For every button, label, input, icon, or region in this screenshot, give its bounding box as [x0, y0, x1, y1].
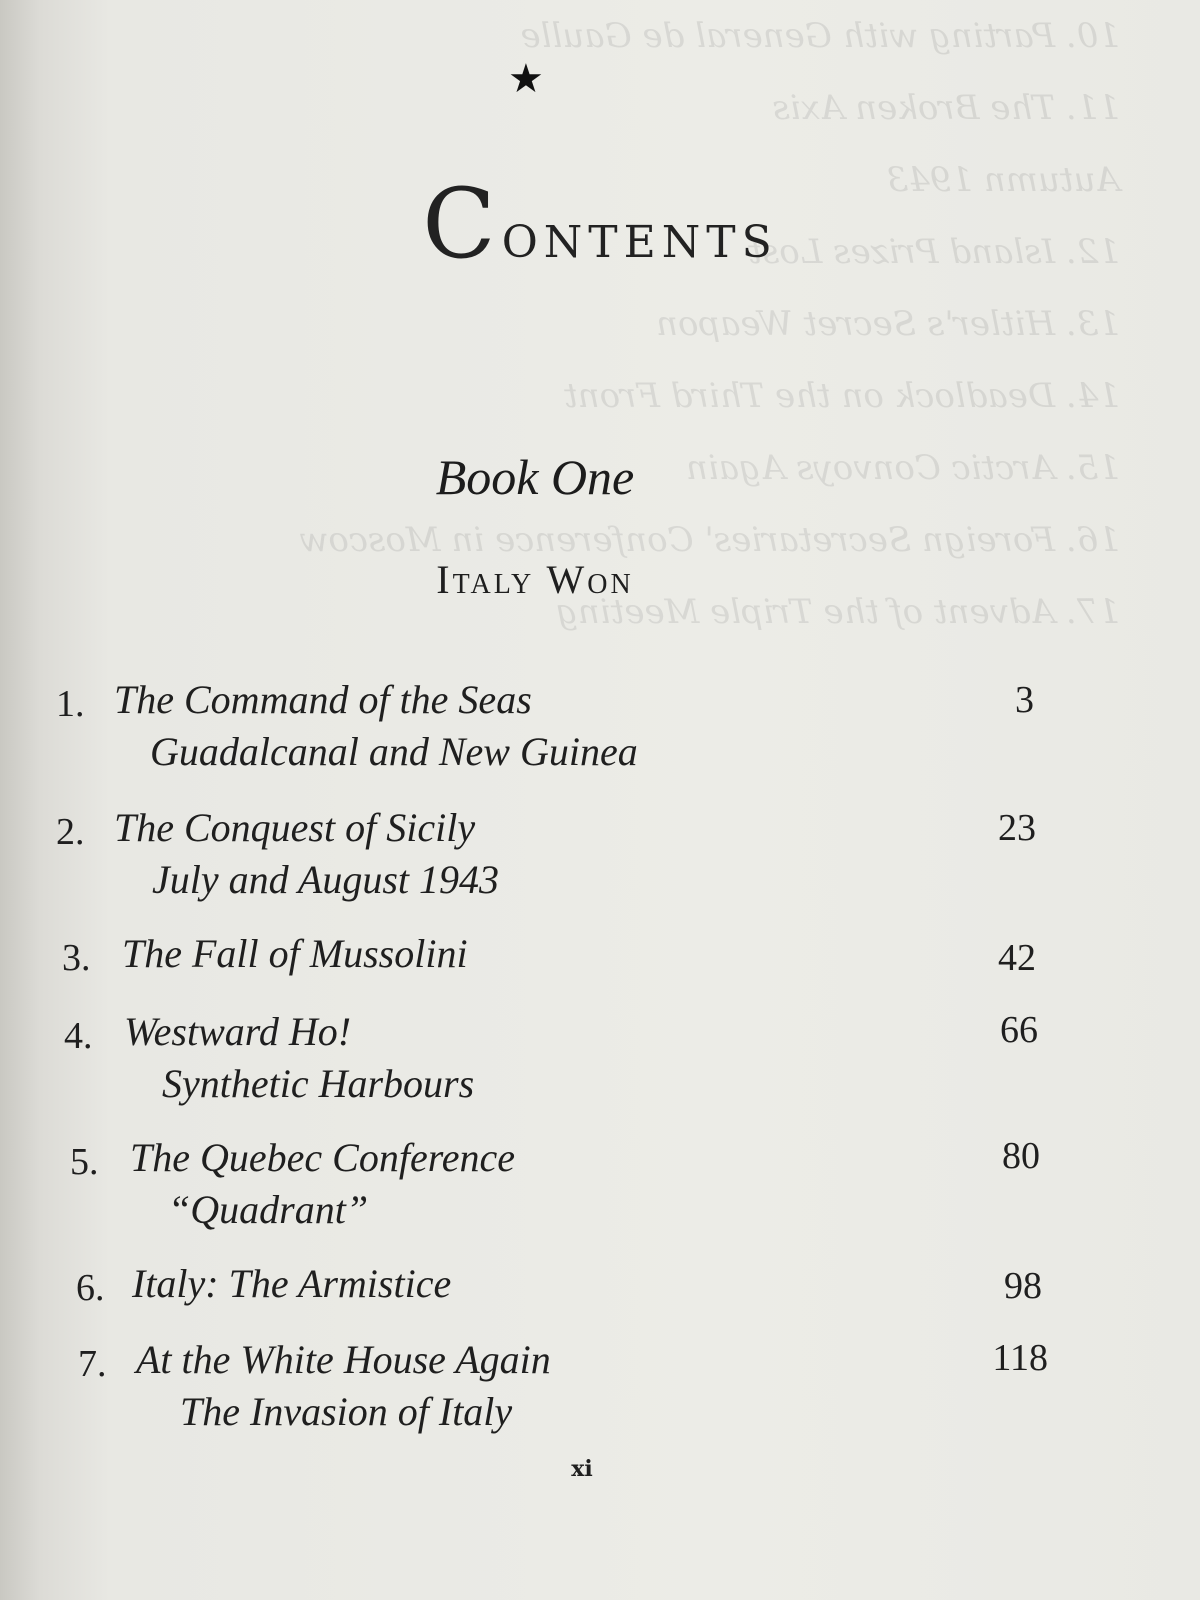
page-number: 98 [1004, 1265, 1042, 1307]
chapter-number: 7. [78, 1343, 107, 1385]
chapter-number: 3. [62, 937, 91, 979]
part-title: Italy Won [436, 557, 634, 602]
toc-entry [56, 930, 1056, 986]
page-number: 3 [1015, 679, 1034, 721]
page-number: 66 [1000, 1009, 1038, 1051]
ghost-line: 14. Deadlock on the Third Front [564, 376, 1120, 416]
contents-heading [0, 168, 1200, 280]
chapter-title: The Command of the Seas [114, 677, 532, 722]
page-number: 23 [998, 807, 1036, 849]
chapter-subtitle: “Quadrant” [168, 1187, 369, 1232]
folio-page-number: xi [571, 1456, 593, 1482]
toc-entry [56, 676, 1056, 786]
ghost-line: 15. Arctic Convoys Again [686, 448, 1120, 488]
chapter-number: 1. [56, 683, 85, 725]
toc-entry [56, 1134, 1056, 1244]
toc-entry [56, 1260, 1056, 1316]
chapter-title: The Conquest of Sicily [114, 805, 476, 850]
toc-entry [56, 804, 1056, 914]
page-number: 118 [992, 1337, 1048, 1379]
chapter-title: The Fall of Mussolini [122, 931, 468, 976]
chapter-title: At the White House Again [136, 1337, 551, 1382]
heading-rest: ONTENTS [501, 217, 778, 268]
ghost-line: 17. Advent of the Triple Meeting [556, 592, 1120, 632]
ghost-line: 10. Parting with General de Gaulle [520, 16, 1120, 56]
page-number: 42 [998, 937, 1036, 979]
book-title: Book One [435, 449, 635, 505]
ghost-line: Autumn 1943 [886, 160, 1120, 200]
page-number: 80 [1002, 1135, 1040, 1177]
ghost-line: 13. Hitler's Secret Weapon [656, 304, 1120, 344]
toc-entry [56, 1336, 1056, 1446]
chapter-title: Italy: The Armistice [132, 1261, 452, 1306]
chapter-subtitle: The Invasion of Italy [180, 1389, 513, 1434]
chapter-number: 4. [64, 1015, 93, 1057]
chapter-number: 6. [76, 1267, 105, 1309]
toc-entry [56, 1008, 1056, 1118]
star-ornament-icon: ★ [508, 56, 544, 102]
heading-initial: C [422, 168, 502, 280]
chapter-title: Westward Ho! [124, 1009, 352, 1054]
chapter-number: 2. [56, 811, 85, 853]
ghost-line: 12. Island Prizes Lost [748, 232, 1120, 272]
chapter-subtitle: Synthetic Harbours [162, 1061, 475, 1106]
chapter-title: The Quebec Conference [130, 1135, 516, 1180]
ghost-line: 16. Foreign Secretaries' Conference in Moscow [299, 520, 1120, 560]
chapter-subtitle: July and August 1943 [152, 857, 500, 902]
chapter-number: 5. [70, 1141, 99, 1183]
ghost-line: 11. The Broken Axis [772, 88, 1120, 128]
chapter-subtitle: Guadalcanal and New Guinea [150, 729, 638, 774]
